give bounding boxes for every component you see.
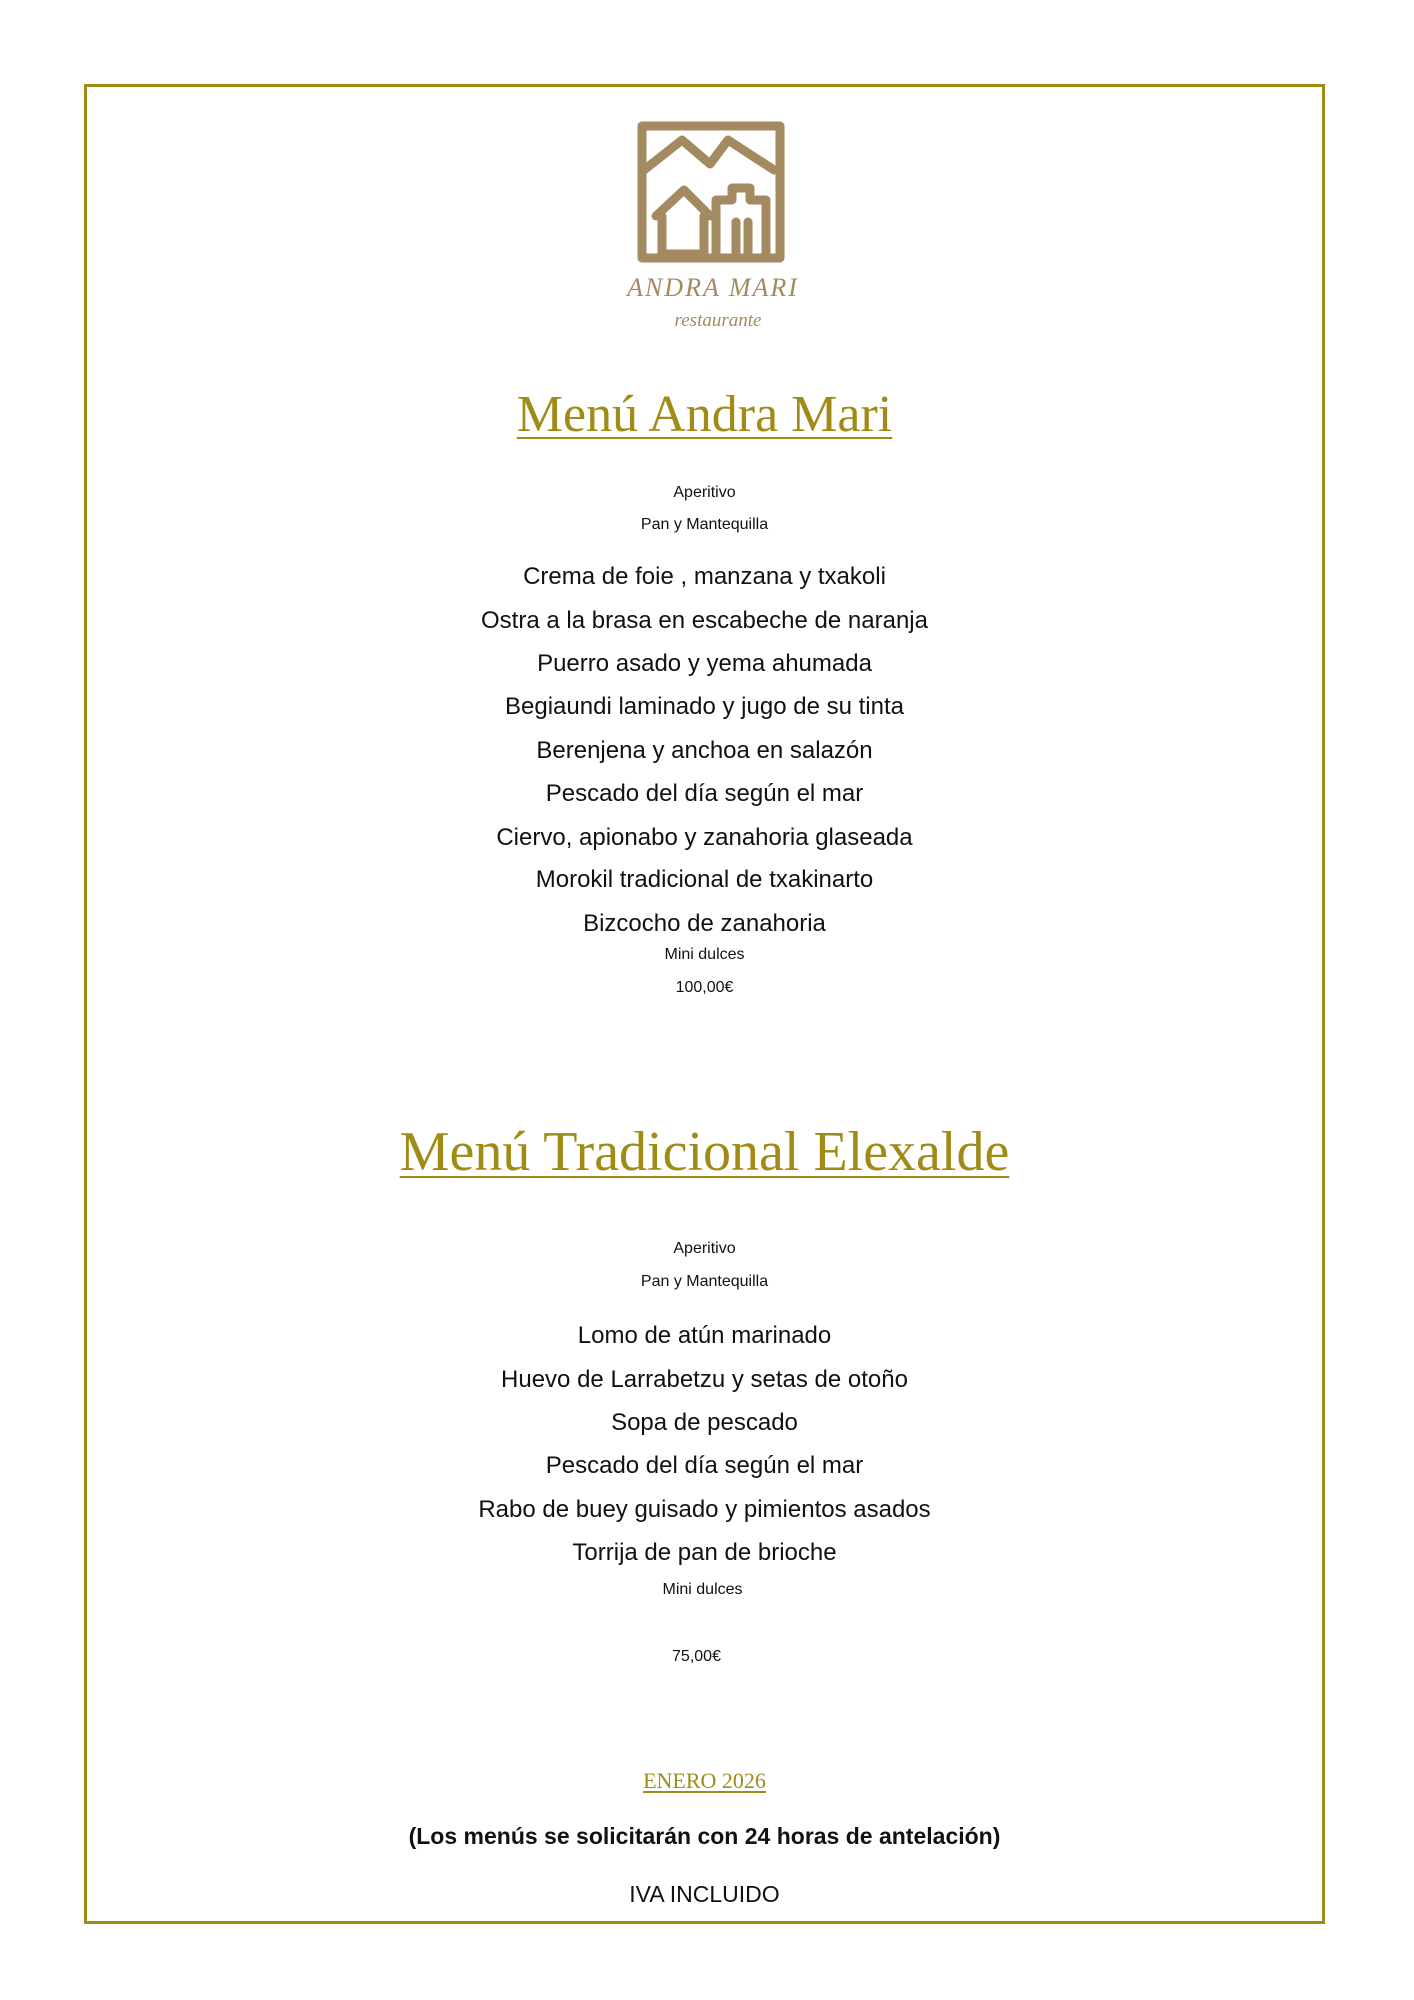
advance-notice: (Los menús se solicitarán con 24 horas de antelación) <box>408 1823 1001 1849</box>
menu2-dish: Rabo de buey guisado y pimientos asados <box>478 1496 931 1523</box>
svg-text:ANDRA MARI: ANDRA MARI <box>627 273 799 302</box>
menu2-title: Menú Tradicional Elexalde <box>399 1121 1010 1183</box>
menu1-dish: Begiaundi laminado y jugo de su tinta <box>505 693 904 720</box>
menu1-dish: Puerro asado y yema ahumada <box>537 650 872 677</box>
svg-text:restaurante: restaurante <box>674 310 762 331</box>
menu2-dish: Lomo de atún marinado <box>577 1322 832 1349</box>
vat-included: IVA INCLUIDO <box>629 1881 780 1907</box>
menu1-dish: Berenjena y anchoa en salazón <box>536 737 873 764</box>
menu-date: ENERO 2026 <box>643 1768 766 1793</box>
menu2-dish: Pescado del día según el mar <box>545 1452 864 1479</box>
menu2-dish: Huevo de Larrabetzu y setas de otoño <box>501 1366 908 1393</box>
menu1-mini-dulces: Mini dulces <box>664 946 745 963</box>
menu1-dish: Crema de foie , manzana y txakoli <box>523 563 886 590</box>
menu2-dish: Torrija de pan de brioche <box>572 1539 837 1566</box>
restaurant-logo <box>598 118 828 338</box>
menu1-dish: Ciervo, apionabo y zanahoria glaseada <box>496 824 913 851</box>
menu2-price: 75,00€ <box>672 1648 721 1665</box>
menu1-dish: Bizcocho de zanahoria <box>583 910 826 937</box>
menu2-dish: Sopa de pescado <box>611 1409 798 1436</box>
menu1-price: 100,00€ <box>675 979 734 996</box>
menu1-title: Menú Andra Mari <box>516 386 893 443</box>
menu2-pan: Pan y Mantequilla <box>640 1273 769 1290</box>
menu2-mini-dulces: Mini dulces <box>662 1581 743 1598</box>
menu1-dish: Morokil tradicional de txakinarto <box>535 866 874 893</box>
menu1-dish: Pescado del día según el mar <box>545 780 864 807</box>
menu2-aperitivo: Aperitivo <box>673 1240 736 1257</box>
menu1-dish: Ostra a la brasa en escabeche de naranja <box>481 607 928 634</box>
menu1-pan: Pan y Mantequilla <box>640 516 769 533</box>
menu1-aperitivo: Aperitivo <box>673 484 736 501</box>
